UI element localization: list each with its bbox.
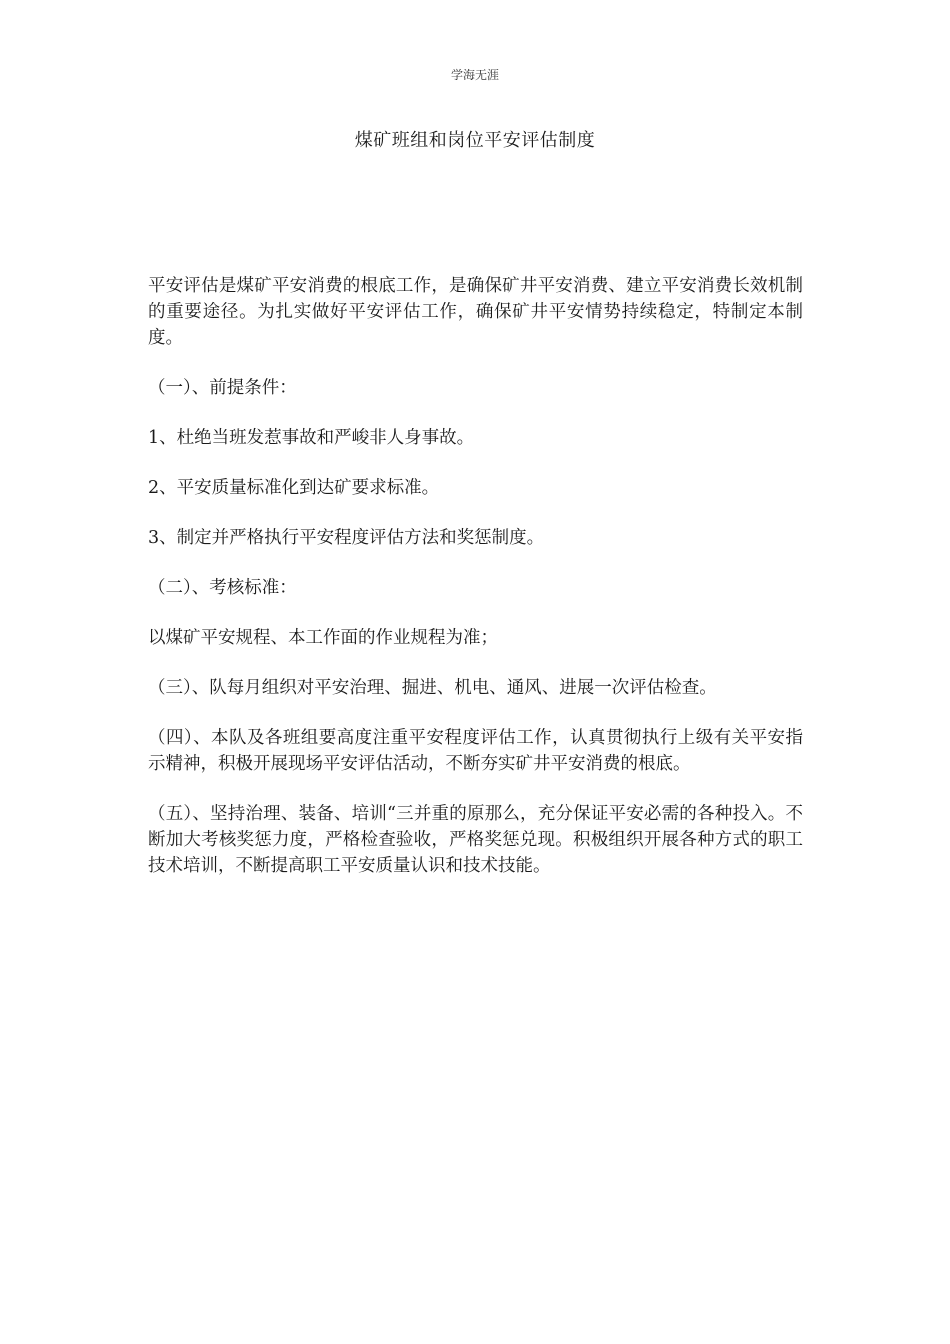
paragraph-section-four: （四）、本队及各班组要高度注重平安程度评估工作，认真贯彻执行上级有关平安指示精神，积极开展现场平安评估活动，不断夯实矿井平安消费的根底。 bbox=[148, 728, 803, 774]
list-item: 1、杜绝当班发惹事故和严峻非人身事故。 bbox=[148, 428, 475, 448]
paragraph-section-three: （三）、队每月组织对平安治理、掘进、机电、通风、进展一次评估检查。 bbox=[148, 678, 717, 698]
paragraph-standard: 以煤矿平安规程、本工作面的作业规程为准； bbox=[148, 628, 498, 648]
document-body bbox=[148, 273, 803, 903]
list-item: 2、平安质量标准化到达矿要求标准。 bbox=[148, 478, 440, 498]
document-title: 煤矿班组和岗位平安评估制度 bbox=[354, 130, 596, 151]
page-header: 学海无涯 bbox=[450, 68, 499, 82]
section-heading-assessment-standard: （二）、考核标准： bbox=[148, 578, 297, 598]
list-item: 3、制定并严格执行平安程度评估方法和奖惩制度。 bbox=[148, 528, 545, 548]
paragraph-intro: 平安评估是煤矿平安消费的根底工作，是确保矿井平安消费、建立平安消费长效机制的重要途径。为扎实做好平安评估工作，确保矿井平安情势持续稳定，特制定本制度。 bbox=[148, 276, 803, 348]
section-heading-prerequisites: （一）、前提条件： bbox=[148, 378, 297, 398]
paragraph-section-five: （五）、坚持治理、装备、培训“三并重的原那么，充分保证平安必需的各种投入。不断加大考核奖惩力度，严格检查验收，严格奖惩兑现。积极组织开展各种方式的职工技术培训，不断提高职工平安质量认识和技术技能。 bbox=[148, 804, 803, 876]
